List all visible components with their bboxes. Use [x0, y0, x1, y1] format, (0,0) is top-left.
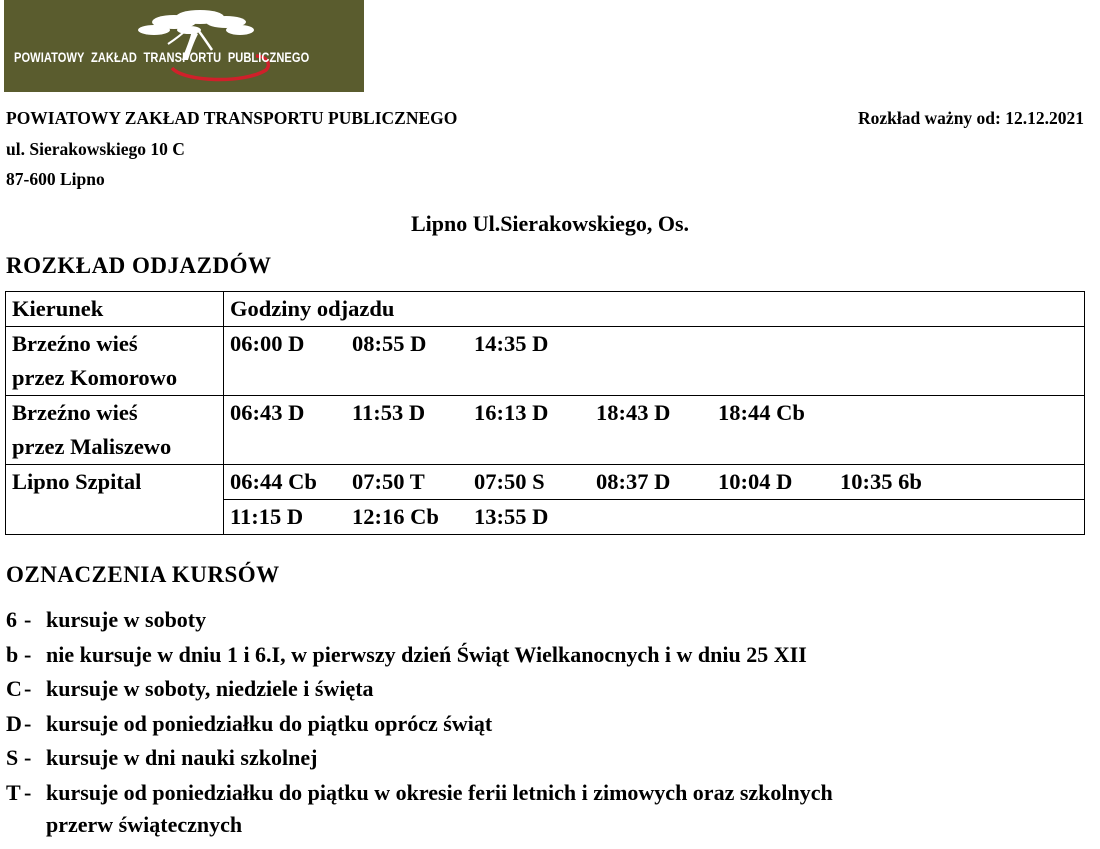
departure-time: 16:13 D — [474, 400, 549, 425]
times-cell — [224, 500, 1085, 535]
timetable-title: ROZKŁAD ODJAZDÓW — [6, 253, 272, 278]
direction-line: Brzeźno wieś — [12, 331, 138, 356]
legend-text: kursuje w dni nauki szkolnej — [46, 745, 318, 770]
legend-code: T — [6, 779, 21, 805]
direction-line: przez Komorowo — [12, 365, 178, 390]
org-city: 87-600 Lipno — [6, 169, 105, 189]
departure-time: 18:43 D — [596, 400, 671, 425]
legend-text: kursuje od poniedziałku do piątku w okresie ferii letnich i zimowych oraz szkolnych — [46, 779, 833, 805]
col-header-direction: Kierunek — [6, 292, 224, 327]
departure-time: 07:50 S — [474, 469, 545, 494]
company-logo — [4, 0, 364, 92]
departure-time: 06:44 Cb — [230, 469, 317, 494]
logo-word: POWIATOWY — [14, 50, 85, 65]
logo-word: TRANSPORTU — [143, 50, 222, 65]
stop-name: Lipno Ul.Sierakowskiego, Os. — [410, 211, 690, 236]
departure-time: 14:35 D — [474, 331, 549, 356]
departure-time: 13:55 D — [474, 504, 549, 529]
org-street: ul. Sierakowskiego 10 C — [6, 139, 185, 159]
legend-list — [6, 603, 833, 840]
table-row — [6, 327, 1085, 396]
times-cell — [224, 465, 1085, 500]
direction-cell — [6, 327, 224, 396]
direction-line: przez Maliszewo — [12, 434, 172, 459]
legend-item: D - kursuje od poniedziałku do piątku oprócz świąt — [6, 707, 833, 742]
departure-time: 18:44 Cb — [718, 400, 805, 425]
departure-time: 07:50 T — [352, 469, 425, 494]
valid-from: Rozkład ważny od: 12.12.2021 — [857, 108, 1084, 128]
direction-cell — [6, 396, 224, 465]
direction-line: Brzeźno wieś — [12, 400, 138, 425]
departure-time: 11:53 D — [352, 400, 426, 425]
legend-item: b - nie kursuje w dniu 1 i 6.I, w pierwszy dzień Świąt Wielkanocnych i w dniu 25 XII — [6, 638, 833, 673]
legend-text: nie kursuje w dniu 1 i 6.I, w pierwszy dzień Świąt Wielkanocnych i w dniu 25 XII — [46, 641, 807, 667]
legend-item: 6 - kursuje w soboty — [6, 603, 833, 638]
legend-item: C - kursuje w soboty, niedziele i święta — [6, 672, 833, 707]
tree-icon — [4, 0, 364, 92]
table-row — [6, 465, 1085, 500]
legend-item: T - kursuje od poniedziałku do piątku w okresie ferii letnich i zimowych oraz szkolnych — [6, 776, 833, 811]
legend-code: S — [6, 745, 19, 770]
legend-text: kursuje w soboty — [46, 607, 207, 632]
col-header-times: Godziny odjazdu — [224, 292, 1085, 327]
departure-time: 08:55 D — [352, 331, 427, 356]
direction-cell — [6, 465, 224, 535]
legend-code: b — [6, 641, 19, 667]
legend-title: OZNACZENIA KURSÓW — [6, 562, 280, 587]
logo-word: ZAKŁAD — [91, 50, 137, 65]
legend-code: D — [6, 710, 22, 736]
departure-time: 12:16 Cb — [352, 504, 439, 529]
legend-item: S - kursuje w dni nauki szkolnej — [6, 741, 833, 776]
table-row — [6, 396, 1085, 465]
departure-time: 10:35 6b — [840, 469, 922, 494]
timetable — [5, 291, 1085, 535]
legend-text-continued: przerw świątecznych — [46, 812, 243, 837]
departure-time: 06:43 D — [230, 400, 305, 425]
times-cell — [224, 327, 1085, 396]
times-cell — [224, 396, 1085, 465]
departure-time: 11:15 D — [230, 504, 304, 529]
legend-code: C — [6, 676, 22, 701]
legend-code: 6 — [6, 607, 17, 632]
departure-time: 10:04 D — [718, 469, 793, 494]
direction-line: Lipno Szpital — [12, 469, 142, 494]
legend-text: kursuje od poniedziałku do piątku oprócz świąt — [46, 710, 493, 736]
logo-word: PUBLICZNEGO — [227, 50, 310, 65]
departure-time: 08:37 D — [596, 469, 671, 494]
departure-time: 06:00 D — [230, 331, 305, 356]
legend-text: kursuje w soboty, niedziele i święta — [46, 676, 374, 701]
table-header-row — [6, 292, 1085, 327]
logo-wordmark — [14, 50, 310, 65]
org-name: POWIATOWY ZAKŁAD TRANSPORTU PUBLICZNEGO — [6, 108, 458, 128]
